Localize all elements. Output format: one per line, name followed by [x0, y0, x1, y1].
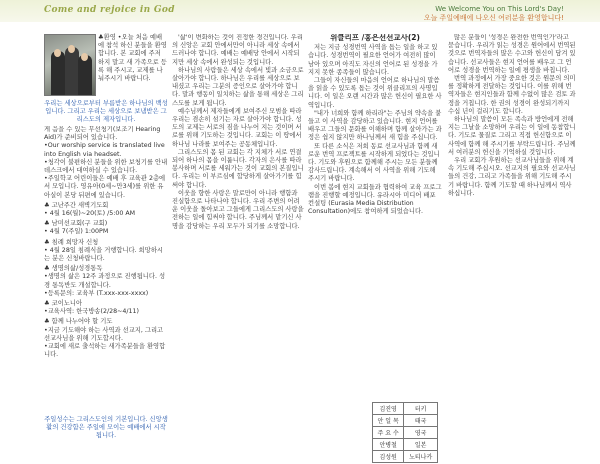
article-paragraph: '삶'이 변화하는 것이 진정한 경건입니다. 우리의 신앙은 교회 안에서만이 아니라 세상 속에서 드러나야 합니다. 예배는 예배당 안에서 시작되지만 세상 속에서 완성되는 것입니다. — [172, 34, 303, 66]
commentary-paragraph: 많은 분들이 '성경은 완전한 번역인가'라고 묻습니다. 우리가 읽는 성경은 원어에서 번역된 것으로 번역자들의 많은 수고와 헌신이 담겨 있습니다. 선교사들은 현지 언어를 배우고 그 언어로 성경을 번역하는 일에 평생을 바칩니다. — [448, 34, 576, 74]
announcement-line: •생명의 삶은 12주 과정으로 진행됩니다. 성경 통독반도 개설합니다. — [44, 273, 166, 289]
header-left-title: Come and rejoice in God — [44, 5, 175, 15]
announcement-heading: ♣ 침례 희망자 신청 — [44, 238, 99, 246]
announcement-line: •교육사역: 한국방송(2/28~4/11) — [44, 308, 139, 316]
table-cell: 영국 — [404, 427, 438, 439]
table-row — [373, 439, 438, 451]
table-cell: 안병철 — [373, 439, 404, 451]
announcement-line: •등록문의: 교육부 (T.xxx-xxx-xxxx) — [44, 289, 149, 297]
article-paragraph: 예수님께서 제자들에게 보여주신 모범을 따라 우리는 겸손히 섬기는 자로 살아가야 합니다. 성도의 교제는 서로의 짐을 나누어 지는 것이며 서로를 위해 기도하는 것입니다. 교회는 이 땅에서 하나님 나라를 보여주는 공동체입니다. — [172, 107, 302, 148]
table-cell: 노티나카 — [404, 451, 438, 463]
welcome-english: We Welcome You on This Lord's Day! — [435, 5, 564, 13]
sabbath-note: 주일성수는 그리스도인의 기본입니다. 신앙생활의 건강함은 주일에 모이는 예배에서 시작됩니다. — [44, 416, 168, 440]
announcement-heading: ♣ 남미선교회(구 교회) — [44, 220, 108, 228]
person-figure — [51, 51, 65, 95]
welcome-korean: 오늘 주일예배에 나오신 여러분을 환영합니다! — [423, 14, 564, 22]
person-face — [68, 45, 75, 53]
mission-caption: 우리는 세상으로부터 부름받은 하나님의 백성입니다. 그리고 우리는 세상으로 보냄받은 그리스도의 제자입니다. — [44, 100, 168, 124]
letter-paragraph: 또 다른 소식은 저희 동료 선교사님과 함께 새로운 번역 프로젝트를 시작하게 되었다는 것입니다. 기도와 후원으로 함께해 주시는 모든 분들께 감사드립니다. 계속해서 이 사역을 위해 기도해 주시기 바랍니다. — [308, 142, 440, 183]
table-row — [373, 415, 438, 427]
table-row — [373, 403, 438, 415]
article-paragraph: 하나님의 사람들은 세상 속에서 빛과 소금으로 살아가야 합니다. 하나님은 우리를 세상으로 보내셨고 우리는 그분의 증인으로 살아가야 합니다. 말과 행동이 일치하는 삶을 통해 세상은 그리스도를 보게 됩니다. — [172, 66, 304, 107]
announcement-line: •주일학교 어린이들은 예배 후 교육관 2층에서 모입니다. 영유아(0세~만3세)를 위한 유아실이 본당 뒤편에 있습니다. — [44, 175, 166, 199]
commentary-paragraph: 우리 교회가 후원하는 선교사님들을 위해 계속 기도해 주십시오. 선교지의 필요와 선교사님들의 건강, 그리고 가족들을 위해 기도해 주시기 바랍니다. 함께 기도할 때 하나님께서 역사하십니다. — [448, 157, 576, 197]
announcement-heading: ♣ 고난주간 새벽기도회 — [44, 201, 109, 209]
announcement-heading: ♣ 함께 나누어야 할 기도 — [44, 318, 113, 326]
announcement-line: •Our worship service is translated live into English via headset. — [44, 142, 165, 158]
table-cell: 안 일 목 — [373, 415, 404, 427]
letter-paragraph: 저는 지금 성경번역 사역을 돕는 일을 하고 있습니다. 성경번역이 필요한 언어가 여전히 많이 남아 있으며 아직도 자신의 언어로 된 성경을 가지지 못한 종족들이 많습니다. — [308, 44, 438, 76]
table-cell: 일본 — [404, 439, 438, 451]
table-cell: 김성원 — [373, 451, 404, 463]
church-photo — [44, 34, 96, 96]
announcement-heading: ♣ 코이노니아 — [44, 300, 83, 308]
letter-paragraph: 그들이 자신들의 마음의 언어로 하나님의 말씀을 읽을 수 있도록 돕는 것이 위클리프의 사명입니다. 이 일은 오랜 시간과 많은 헌신이 필요한 사역입니다. — [308, 77, 442, 109]
announcement-heading: ♣ 생명의삶/성경통독 — [44, 265, 103, 273]
announcement-line: • 4월 16(월)~20(토) /5:00 AM — [44, 210, 136, 218]
table-cell: 주 요 수 — [373, 427, 404, 439]
bulletin-header — [0, 0, 600, 30]
announcement-line: 게 음을 수 있는 무선청기(보조기 Hearing Aid)가 준비되어 있습니다. — [44, 126, 161, 142]
table-row — [373, 451, 438, 463]
commentary-paragraph: 하나님의 말씀이 모든 족속과 방언에게 전해지는 그날을 소망하며 우리는 이 일에 동참합니다. 기도로 물질로 그리고 직접 헌신함으로 이 사역에 함께 해 주시기를 부탁드립니다. 주님께서 여러분의 헌신을 기억하실 것입니다. — [448, 116, 576, 156]
table-cell: 김진영 — [373, 403, 404, 415]
announcements — [44, 126, 168, 412]
welcome-note: ♣환영 •오늘 처음 예배에 참석 하신 분들을 환영합니다. 본 교회에 주저 하지 말고 새 가족으로 등록 해 주시고, 교제를 나눠주시기 바랍니다. — [98, 34, 167, 83]
person-figure — [65, 47, 79, 95]
table-row — [373, 427, 438, 439]
column-commentary — [448, 34, 576, 448]
announcement-line: • 4월 7(주일) 1:00PM — [44, 228, 109, 236]
announcement-line: • 4월 28일 침례식을 거행합니다. 희망하시는 분은 신청바랍니다. — [44, 246, 163, 263]
letter-paragraph: 이번 봄에 현지 교회들과 협력하여 교육 프로그램을 진행할 예정입니다. 유라시아 미디어 배포 컨설팅 (Eurasia Media Distribution Consultation)에도 참여하게 되었습니다. — [308, 183, 442, 216]
header-right-title — [424, 5, 564, 23]
announcement-line: •청각이 불편하신 분들을 위한 보청기를 안내데스크에서 대여하실 수 있습니다. — [44, 158, 168, 175]
announcement-line: •교회에 새로 출석하는 새가족분들을 환영합니다. — [44, 343, 166, 359]
missionary-table — [372, 402, 438, 463]
letter-title: 위클리프 /홍은선선교사(2) — [330, 34, 420, 42]
missionary-letter — [308, 34, 442, 400]
table-cell: 태국 — [404, 415, 438, 427]
person-face — [54, 49, 61, 57]
column-article — [172, 34, 304, 448]
article-paragraph: 이웃을 향한 사랑은 말로만이 아니라 행함과 진실함으로 나타나야 합니다. 우리 주변의 어려운 이웃을 돌아보고 그들에게 그리스도의 사랑을 전하는 일에 힘써야 합니다. 주님께서 맡기신 사명을 감당하는 우리 모두가 되기를 소망합니다. — [172, 189, 304, 230]
person-figure — [78, 55, 92, 95]
person-face — [81, 53, 88, 61]
commentary-paragraph: 번역 과정에서 가장 중요한 것은 원문의 의미를 정확하게 전달하는 것입니다. 이를 위해 번역자들은 현지인들과 함께 수없이 많은 검토 과정을 거칩니다. 한 권의 성경이 완성되기까지 수십 년이 걸리기도 합니다. — [448, 75, 576, 115]
letter-paragraph: "내가 너희와 함께 하리라"는 주님의 약속을 붙들고 이 사역을 감당하고 있습니다. 현지 언어를 배우고 그들의 문화를 이해하며 함께 살아가는 과정은 쉽지 않지만 하나님께서 새 힘을 주십니다. — [308, 109, 442, 142]
announcement-line: •지금 기도해야 하는 사역과 선교지, 그리고 선교사님을 위해 기도합시다. — [44, 326, 164, 342]
table-cell: 터키 — [404, 403, 438, 415]
article-paragraph: 그리스도의 몸 된 교회는 각 지체가 서로 연결되어 하나의 몸을 이룹니다. 각자의 은사를 따라 봉사하며 서로를 세워가는 것이 교회의 본질입니다. 우리는 이 부르심에 합당하게 살아가기를 힘써야 합니다. — [172, 148, 304, 189]
